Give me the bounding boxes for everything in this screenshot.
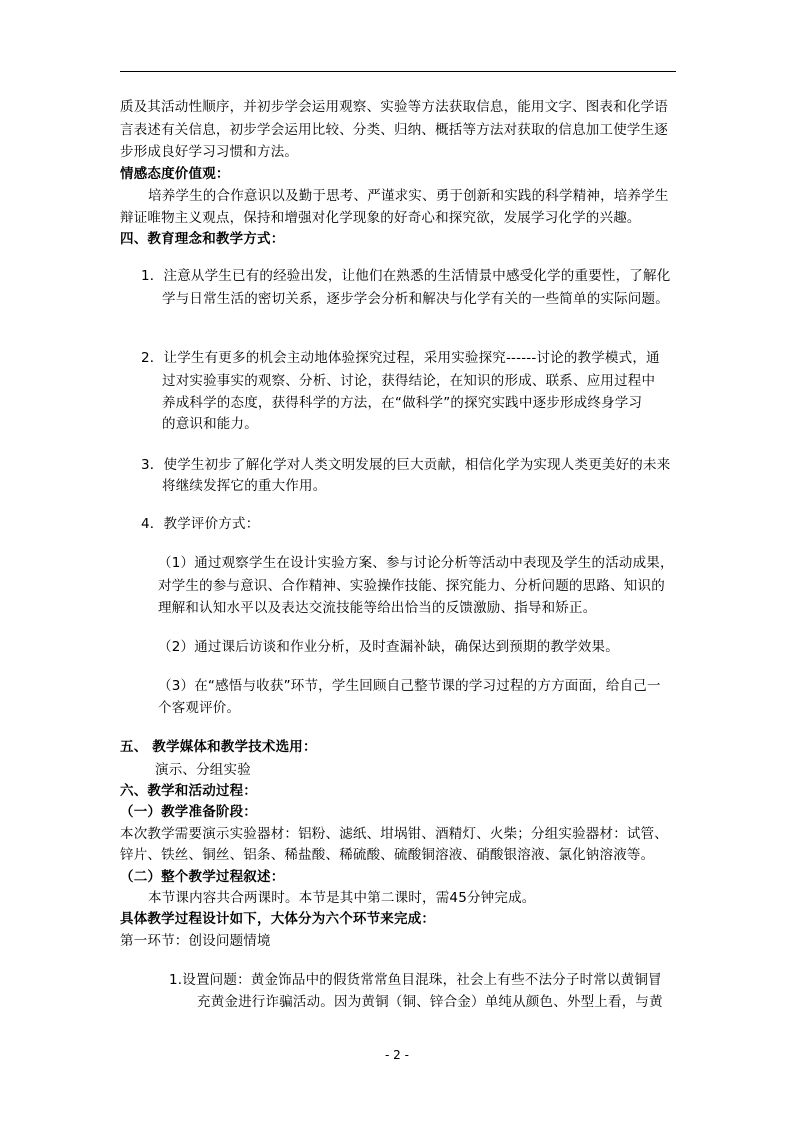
text-line: 的意识和能力。 <box>162 416 258 432</box>
list-item-2: 2．让学生有更多的机会主动地体验探究过程，采用实验探究------讨论的教学模式，通 <box>141 350 660 366</box>
text-line: 步形成良好学习习惯和方法。 <box>120 144 299 160</box>
text-line: 本节课内容共合两课时。本节是其中第二课时，需45分钟完成。 <box>148 890 536 906</box>
text-line: 对学生的参与意识、合作精神、实验操作技能、探究能力、分析问题的思路、知识的 <box>158 578 665 594</box>
text-line: 充黄金进行诈骗活动。因为黄铜（铜、锌合金）单纯从颜色、外型上看，与黄 <box>197 994 663 1010</box>
section-heading: 情感态度价值观： <box>120 166 230 182</box>
header-rule <box>120 71 676 72</box>
section-heading: 五、 教学媒体和教学技术选用： <box>120 739 317 755</box>
text-line: 将继续发挥它的重大作用。 <box>162 478 327 494</box>
text-line: （2）通过课后访谈和作业分析，及时查漏补缺，确保达到预期的教学效果。 <box>158 639 619 655</box>
text-line: 辩证唯物主义观点，保持和增强对化学现象的好奇心和探究欲，发展学习化学的兴趣。 <box>120 210 641 226</box>
section-heading: 六、教学和活动过程： <box>120 783 257 799</box>
text-line: 锌片、铁丝、铜丝、铝条、稀盐酸、稀硫酸、硫酸铜溶液、硝酸银溶液、氯化钠溶液等。 <box>120 847 655 863</box>
section-heading: （一）教学准备阶段： <box>120 804 257 820</box>
section-heading: （二）整个教学过程叙述： <box>120 869 285 885</box>
text-line: 过对实验事实的观察、分析、讨论，获得结论，在知识的形成、联系、应用过程中 <box>162 373 656 389</box>
text-line: 理解和认知水平以及表达交流技能等给出恰当的反馈激励、指导和矫正。 <box>158 600 597 616</box>
text-line: （1）通过观察学生在设计实验方案、参与讨论分析等活动中表现及学生的活动成果， <box>158 555 674 571</box>
text-line: 质及其活动性顺序，并初步学会运用观察、实验等方法获取信息，能用文字、图表和化学语 <box>120 99 668 115</box>
text-line: （3）在“感悟与收获”环节，学生回顾自己整节课的学习过程的方方面面，给自己一 <box>158 678 661 694</box>
section-heading: 四、教育理念和教学方式： <box>120 231 285 247</box>
list-item-1: 1．注意从学生已有的经验出发，让他们在熟悉的生活情景中感受化学的重要性，了解化 <box>141 268 671 284</box>
text-line: 个客观评价。 <box>158 700 241 716</box>
text-line: 演示、分组实验 <box>155 762 251 778</box>
page-number: - 2 - <box>385 1048 409 1062</box>
text-line: 养成科学的态度，获得科学的方法，在“做科学”的探究实践中逐步形成终身学习 <box>162 395 643 411</box>
text-line: 培养学生的合作意识以及勤于思考、严谨求实、勇于创新和实践的科学精神，培养学生 <box>148 188 669 204</box>
section-heading: 具体教学过程设计如下，大体分为六个环节来完成： <box>120 911 436 927</box>
text-line: 言表述有关信息，初步学会运用比较、分类、归纳、概括等方法对获取的信息加工使学生逐 <box>120 122 668 138</box>
list-item-1: 1.设置问题：黄金饰品中的假货常常鱼目混珠，社会上有些不法分子时常以黄铜冒 <box>169 972 662 988</box>
text-line: 第一环节：创设问题情境 <box>120 933 271 949</box>
list-item-4: 4．教学评价方式： <box>141 516 260 532</box>
text-line: 学与日常生活的密切关系，逐步学会分析和解决与化学有关的一些简单的实际问题。 <box>162 291 669 307</box>
text-line: 本次教学需要演示实验器材：铝粉、滤纸、坩埚钳、酒精灯、火柴；分组实验器材：试管、 <box>120 826 668 842</box>
list-item-3: 3．使学生初步了解化学对人类文明发展的巨大贡献，相信化学为实现人类更美好的未来 <box>141 457 671 473</box>
